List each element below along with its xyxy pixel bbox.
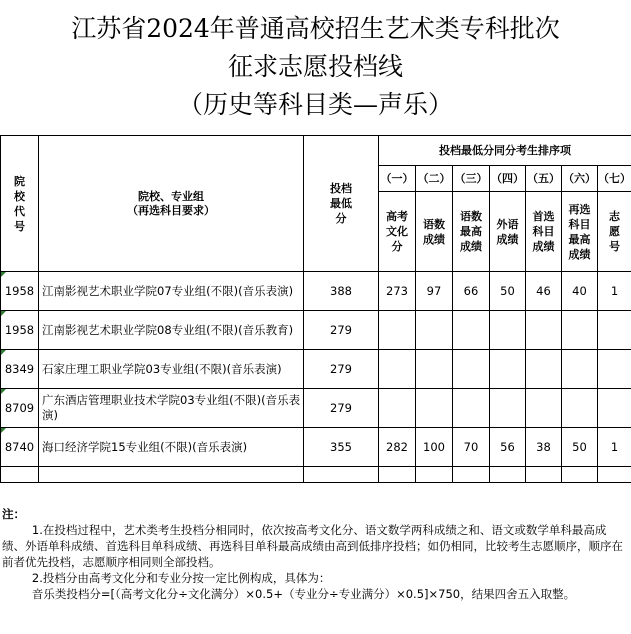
table-row — [1, 389, 631, 428]
cell-c3: 70 — [453, 428, 490, 467]
header-col-num: （二） — [416, 166, 453, 192]
header-min-score: 投档最低分 — [304, 136, 379, 272]
cell-c5 — [526, 389, 562, 428]
notes — [2, 506, 627, 602]
cell-c5 — [526, 350, 562, 389]
cell-c6: 50 — [562, 428, 598, 467]
cell-c4 — [490, 311, 526, 350]
header-col-num: （三） — [453, 166, 490, 192]
header-col-num: （五） — [526, 166, 562, 192]
header-col-num: （一） — [379, 166, 416, 192]
cell-c1 — [379, 350, 416, 389]
cell-c2: 100 — [416, 428, 453, 467]
table-row — [1, 272, 631, 311]
page-title-line1: 江苏省2024年普通高校招生艺术类专科批次 — [71, 14, 560, 43]
header-col-label: 再选科目最高成绩 — [562, 192, 598, 272]
cell-code: 8740 — [1, 428, 39, 467]
cell-c3 — [453, 311, 490, 350]
cell-min-score: 279 — [304, 389, 379, 428]
cell-c6 — [562, 350, 598, 389]
notes-heading: 注： — [2, 507, 25, 521]
cell-c5: 46 — [526, 272, 562, 311]
cell-code: 8709 — [1, 389, 39, 428]
cell-c4 — [490, 389, 526, 428]
cell-school-group: 海口经济学院15专业组(不限)(音乐表演) — [39, 428, 304, 467]
notes-item-2: 2.投档分由高考文化分和专业分按一定比例构成，具体为： — [31, 571, 331, 585]
page-title-line2: 征求志愿投档线 — [227, 52, 403, 81]
cell-c4: 56 — [490, 428, 526, 467]
header-col-label: 志愿号 — [598, 192, 631, 272]
cell-c7 — [598, 350, 631, 389]
header-school-group-line1: 院校、专业组 — [138, 189, 204, 203]
header-col-label: 高考文化分 — [379, 192, 416, 272]
notes-item-1: 1.在投档过程中，艺术类考生投档分相同时，依次按高考文化分、语文数学两科成绩之和、语文或数学单科最高成绩、外语单科成绩、首选科目单科成绩、再选科目单科最高成绩由高到低排序投档；如仍相同，比较考生志愿顺序，顺序在前者优先投档，志愿顺序相同则全部投档。 — [2, 523, 623, 569]
page-title-line3: （历史等科目类—声乐） — [177, 90, 453, 119]
cell-code: 8349 — [1, 350, 39, 389]
cell-c2 — [416, 311, 453, 350]
cell-school-group: 江南影视艺术职业学院08专业组(不限)(音乐教育) — [39, 311, 304, 350]
cell-c6 — [562, 311, 598, 350]
cell-c2 — [416, 389, 453, 428]
cell-c2: 97 — [416, 272, 453, 311]
header-school-group — [39, 136, 304, 272]
cell-c2 — [416, 350, 453, 389]
cell-min-score: 355 — [304, 428, 379, 467]
cell-min-score: 279 — [304, 311, 379, 350]
header-col-num: （七） — [598, 166, 631, 192]
cell-c3 — [453, 389, 490, 428]
header-col-label: 外语成绩 — [490, 192, 526, 272]
table-row — [1, 350, 631, 389]
table-row — [1, 428, 631, 467]
cell-school-group: 石家庄理工职业学院03专业组(不限)(音乐表演) — [39, 350, 304, 389]
table-row-empty — [1, 467, 631, 483]
cell-c6: 40 — [562, 272, 598, 311]
score-table — [0, 135, 631, 483]
cell-c4 — [490, 350, 526, 389]
cell-code: 1958 — [1, 311, 39, 350]
cell-c1: 282 — [379, 428, 416, 467]
cell-c5: 38 — [526, 428, 562, 467]
cell-school-group: 江南影视艺术职业学院07专业组(不限)(音乐表演) — [39, 272, 304, 311]
header-col-num: （六） — [562, 166, 598, 192]
header-school-group-line2: （再选科目要求） — [127, 203, 215, 217]
header-code: 院校代号 — [1, 136, 39, 272]
cell-c1 — [379, 389, 416, 428]
cell-c3 — [453, 350, 490, 389]
header-col-num: （四） — [490, 166, 526, 192]
notes-item-3: 音乐类投档分=[（高考文化分÷文化满分）×0.5+（专业分÷专业满分）×0.5]×750，结果四舍五入取整。 — [31, 587, 576, 601]
cell-c6 — [562, 389, 598, 428]
cell-c7 — [598, 311, 631, 350]
table-row — [1, 311, 631, 350]
cell-min-score: 279 — [304, 350, 379, 389]
header-col-label: 语数成绩 — [416, 192, 453, 272]
header-col-label: 语数最高成绩 — [453, 192, 490, 272]
header-tiebreak-group: 投档最低分同分考生排序项 — [379, 136, 631, 166]
cell-code: 1958 — [1, 272, 39, 311]
cell-school-group: 广东酒店管理职业技术学院03专业组(不限)(音乐表演) — [39, 389, 304, 428]
cell-min-score: 388 — [304, 272, 379, 311]
cell-c4: 50 — [490, 272, 526, 311]
header-col-label: 首选科目成绩 — [526, 192, 562, 272]
cell-c1: 273 — [379, 272, 416, 311]
cell-c3: 66 — [453, 272, 490, 311]
cell-c5 — [526, 311, 562, 350]
cell-c1 — [379, 311, 416, 350]
cell-c7: 1 — [598, 272, 631, 311]
cell-c7: 1 — [598, 428, 631, 467]
cell-c7 — [598, 389, 631, 428]
